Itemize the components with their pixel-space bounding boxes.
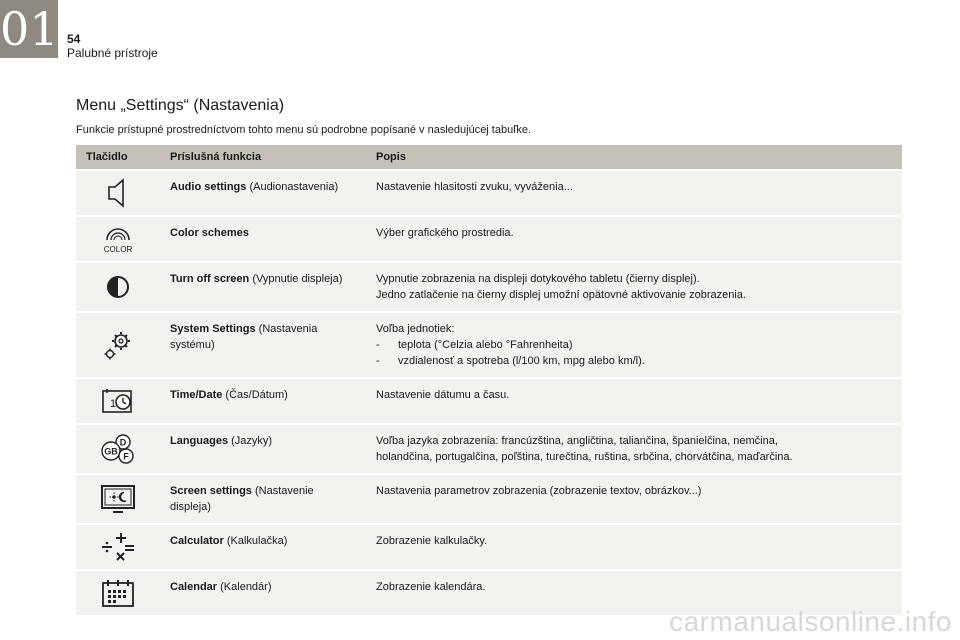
description-line: Zobrazenie kalendára.: [376, 581, 486, 593]
function-cell: [160, 425, 366, 473]
description-line: Zobrazenie kalkulačky.: [376, 535, 488, 547]
function-name: Turn off screen: [170, 273, 250, 285]
description-line: Jedno zatlačenie na čierny displej umožní opätovné aktivovanie zobrazenia.: [376, 289, 746, 301]
description-cell: [366, 379, 902, 423]
description-cell: [366, 313, 902, 377]
function-name: Color schemes: [170, 227, 249, 239]
function-cell: [160, 571, 366, 615]
description-cell: [366, 475, 902, 523]
header-description: Popis: [366, 145, 902, 169]
function-translation: (Audionastavenia): [246, 181, 339, 193]
table-header-row: [76, 145, 902, 169]
bullet-dash: -: [376, 339, 380, 351]
function-translation: (Jazyky): [228, 435, 273, 447]
function-cell: [160, 475, 366, 523]
table-row: [76, 171, 902, 215]
color-icon-label: COLOR: [103, 245, 133, 254]
lang-f-label: F: [123, 451, 129, 462]
function-cell: [160, 525, 366, 569]
description-line: Nastavenie dátumu a času.: [376, 389, 510, 401]
page-number: 54: [67, 32, 81, 46]
function-cell: [160, 217, 366, 261]
function-translation: (Kalendár): [217, 581, 272, 593]
lang-d-label: D: [119, 437, 127, 448]
function-translation: (Kalkulačka): [223, 535, 288, 547]
settings-table: [76, 143, 902, 617]
color-palette-icon: [76, 217, 160, 261]
screen-settings-icon: [76, 475, 160, 523]
bullet-text: teplota (°Celzia alebo °Fahrenheita): [398, 339, 573, 351]
section-intro: Funkcie prístupné prostredníctvom tohto menu sú podrobne popísané v nasledujúcej tabuľke.: [76, 124, 532, 136]
function-cell: [160, 171, 366, 215]
header-button: Tlačidlo: [76, 145, 160, 169]
description-line: Nastavenie hlasitosti zvuku, vyváženia...: [376, 181, 573, 193]
function-name: Screen settings: [170, 485, 252, 497]
function-name: Languages: [170, 435, 229, 447]
calendar-clock-icon: [76, 379, 160, 423]
description-cell: [366, 217, 902, 261]
gears-icon: [76, 313, 160, 377]
header-function: Príslušná funkcia: [160, 145, 366, 169]
description-line: Voľba jazyka zobrazenia: francúzština, angličtina, taliančina, španielčina, nemčina,: [376, 435, 778, 447]
description-cell: [366, 425, 902, 473]
table-row: [76, 313, 902, 377]
function-name: Time/Date: [170, 389, 223, 401]
chapter-number-badge: 01: [0, 2, 59, 56]
bullet-dash: -: [376, 355, 380, 367]
description-cell: [366, 171, 902, 215]
speaker-icon: [76, 171, 160, 215]
function-translation: (Čas/Dátum): [222, 389, 288, 401]
function-name: Calculator: [170, 535, 224, 547]
table-row: [76, 425, 902, 473]
bullet-text: vzdialenosť a spotreba (l/100 km, mpg alebo km/l).: [398, 355, 645, 367]
section-title: Menu „Settings“ (Nastavenia): [76, 97, 285, 114]
calculator-icon: [76, 525, 160, 569]
table-row: [76, 475, 902, 523]
function-translation: (Nastavenia systému): [170, 323, 318, 351]
function-translation: (Vypnutie displeja): [249, 273, 343, 285]
function-name: Audio settings: [170, 181, 247, 193]
description-line: Vypnutie zobrazenia na displeji dotykového tabletu (čierny displej).: [376, 273, 700, 285]
table-row: [76, 263, 902, 311]
function-name: System Settings: [170, 323, 256, 335]
table-row: [76, 525, 902, 569]
watermark: carmanualsonline.info: [669, 606, 952, 637]
description-cell: [366, 525, 902, 569]
description-line: holandčina, portugalčina, poľština, turečtina, ruština, srbčina, chorvátčina, maďarčina.: [376, 451, 793, 463]
calendar-day-label: 1: [110, 398, 117, 410]
description-bullet: [376, 337, 892, 353]
lang-gb-label: GB: [104, 446, 118, 457]
description-line: Nastavenia parametrov zobrazenia (zobrazenie textov, obrázkov...): [376, 485, 702, 497]
table-row: [76, 217, 902, 261]
calendar-icon: [76, 571, 160, 615]
function-cell: [160, 313, 366, 377]
function-cell: [160, 379, 366, 423]
chapter-title: Palubné prístroje: [67, 46, 158, 60]
description-bullet: [376, 353, 892, 369]
description-line: Výber grafického prostredia.: [376, 227, 514, 239]
function-translation: (Nastavenie displeja): [170, 485, 314, 513]
function-cell: [160, 263, 366, 311]
description-cell: [366, 263, 902, 311]
function-name: Calendar: [170, 581, 218, 593]
languages-icon: [76, 425, 160, 473]
table-row: [76, 379, 902, 423]
description-line: Voľba jednotiek:: [376, 323, 455, 335]
half-circle-icon: [76, 263, 160, 311]
